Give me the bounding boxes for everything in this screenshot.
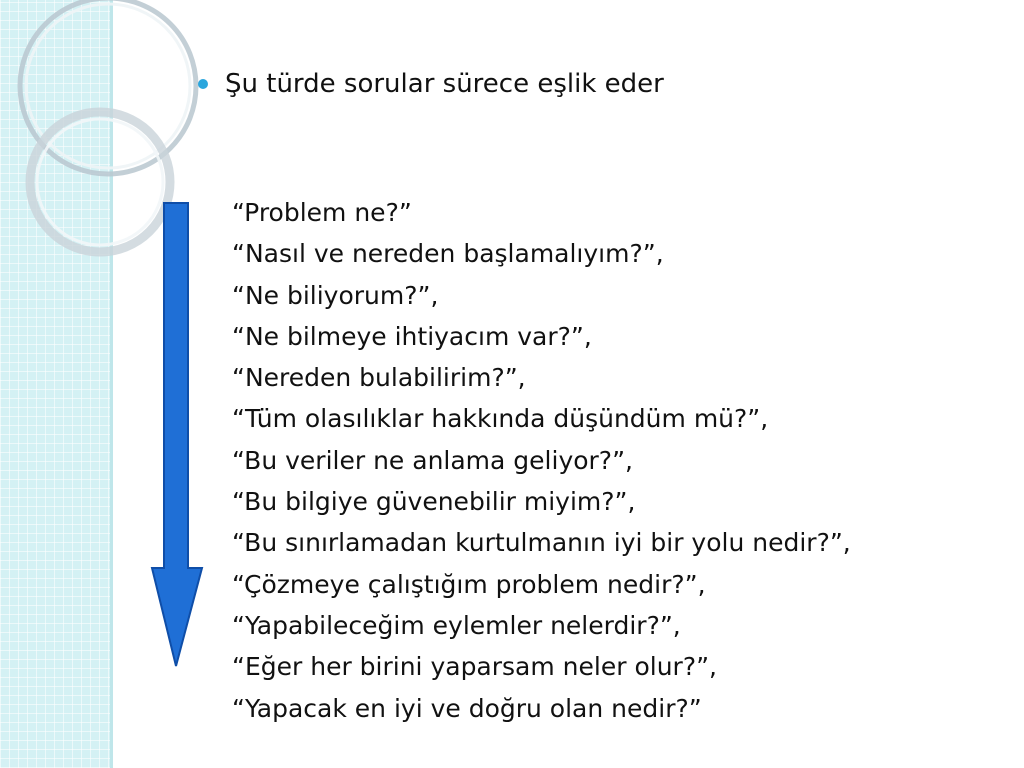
bullet-item [198, 64, 664, 104]
question-list [232, 192, 851, 729]
question-item: “Nasıl ve nereden başlamalıyım?”, [232, 239, 664, 269]
question-item: “Bu bilgiye güvenebilir miyim?”, [232, 487, 636, 517]
bullet-text: Şu türde sorular sürece eşlik eder [225, 69, 664, 99]
question-item: “Tüm olasılıklar hakkında düşündüm mü?”, [232, 404, 769, 434]
question-item: “Ne bilmeye ihtiyacım var?”, [232, 321, 592, 351]
question-item: “Problem ne?” [232, 198, 412, 227]
question-item: “Çözmeye çalıştığım problem nedir?”, [232, 569, 706, 599]
question-item: “Yapacak en iyi ve doğru olan nedir?” [232, 693, 702, 723]
question-item: “Bu sınırlamadan kurtulmanın iyi bir yolu nedir?”, [232, 528, 851, 558]
down-arrow-icon [150, 200, 204, 670]
question-item: “Ne biliyorum?”, [232, 280, 439, 310]
question-item: “Nereden bulabilirim?”, [232, 363, 526, 393]
question-item: “Bu veriler ne anlama geliyor?”, [232, 445, 633, 475]
decorative-rings-icon [0, 0, 240, 260]
question-item: “Yapabileceğim eylemler nelerdir?”, [232, 610, 681, 640]
question-item: “Eğer her birini yaparsam neler olur?”, [232, 652, 717, 682]
bullet-dot-icon [198, 79, 208, 89]
